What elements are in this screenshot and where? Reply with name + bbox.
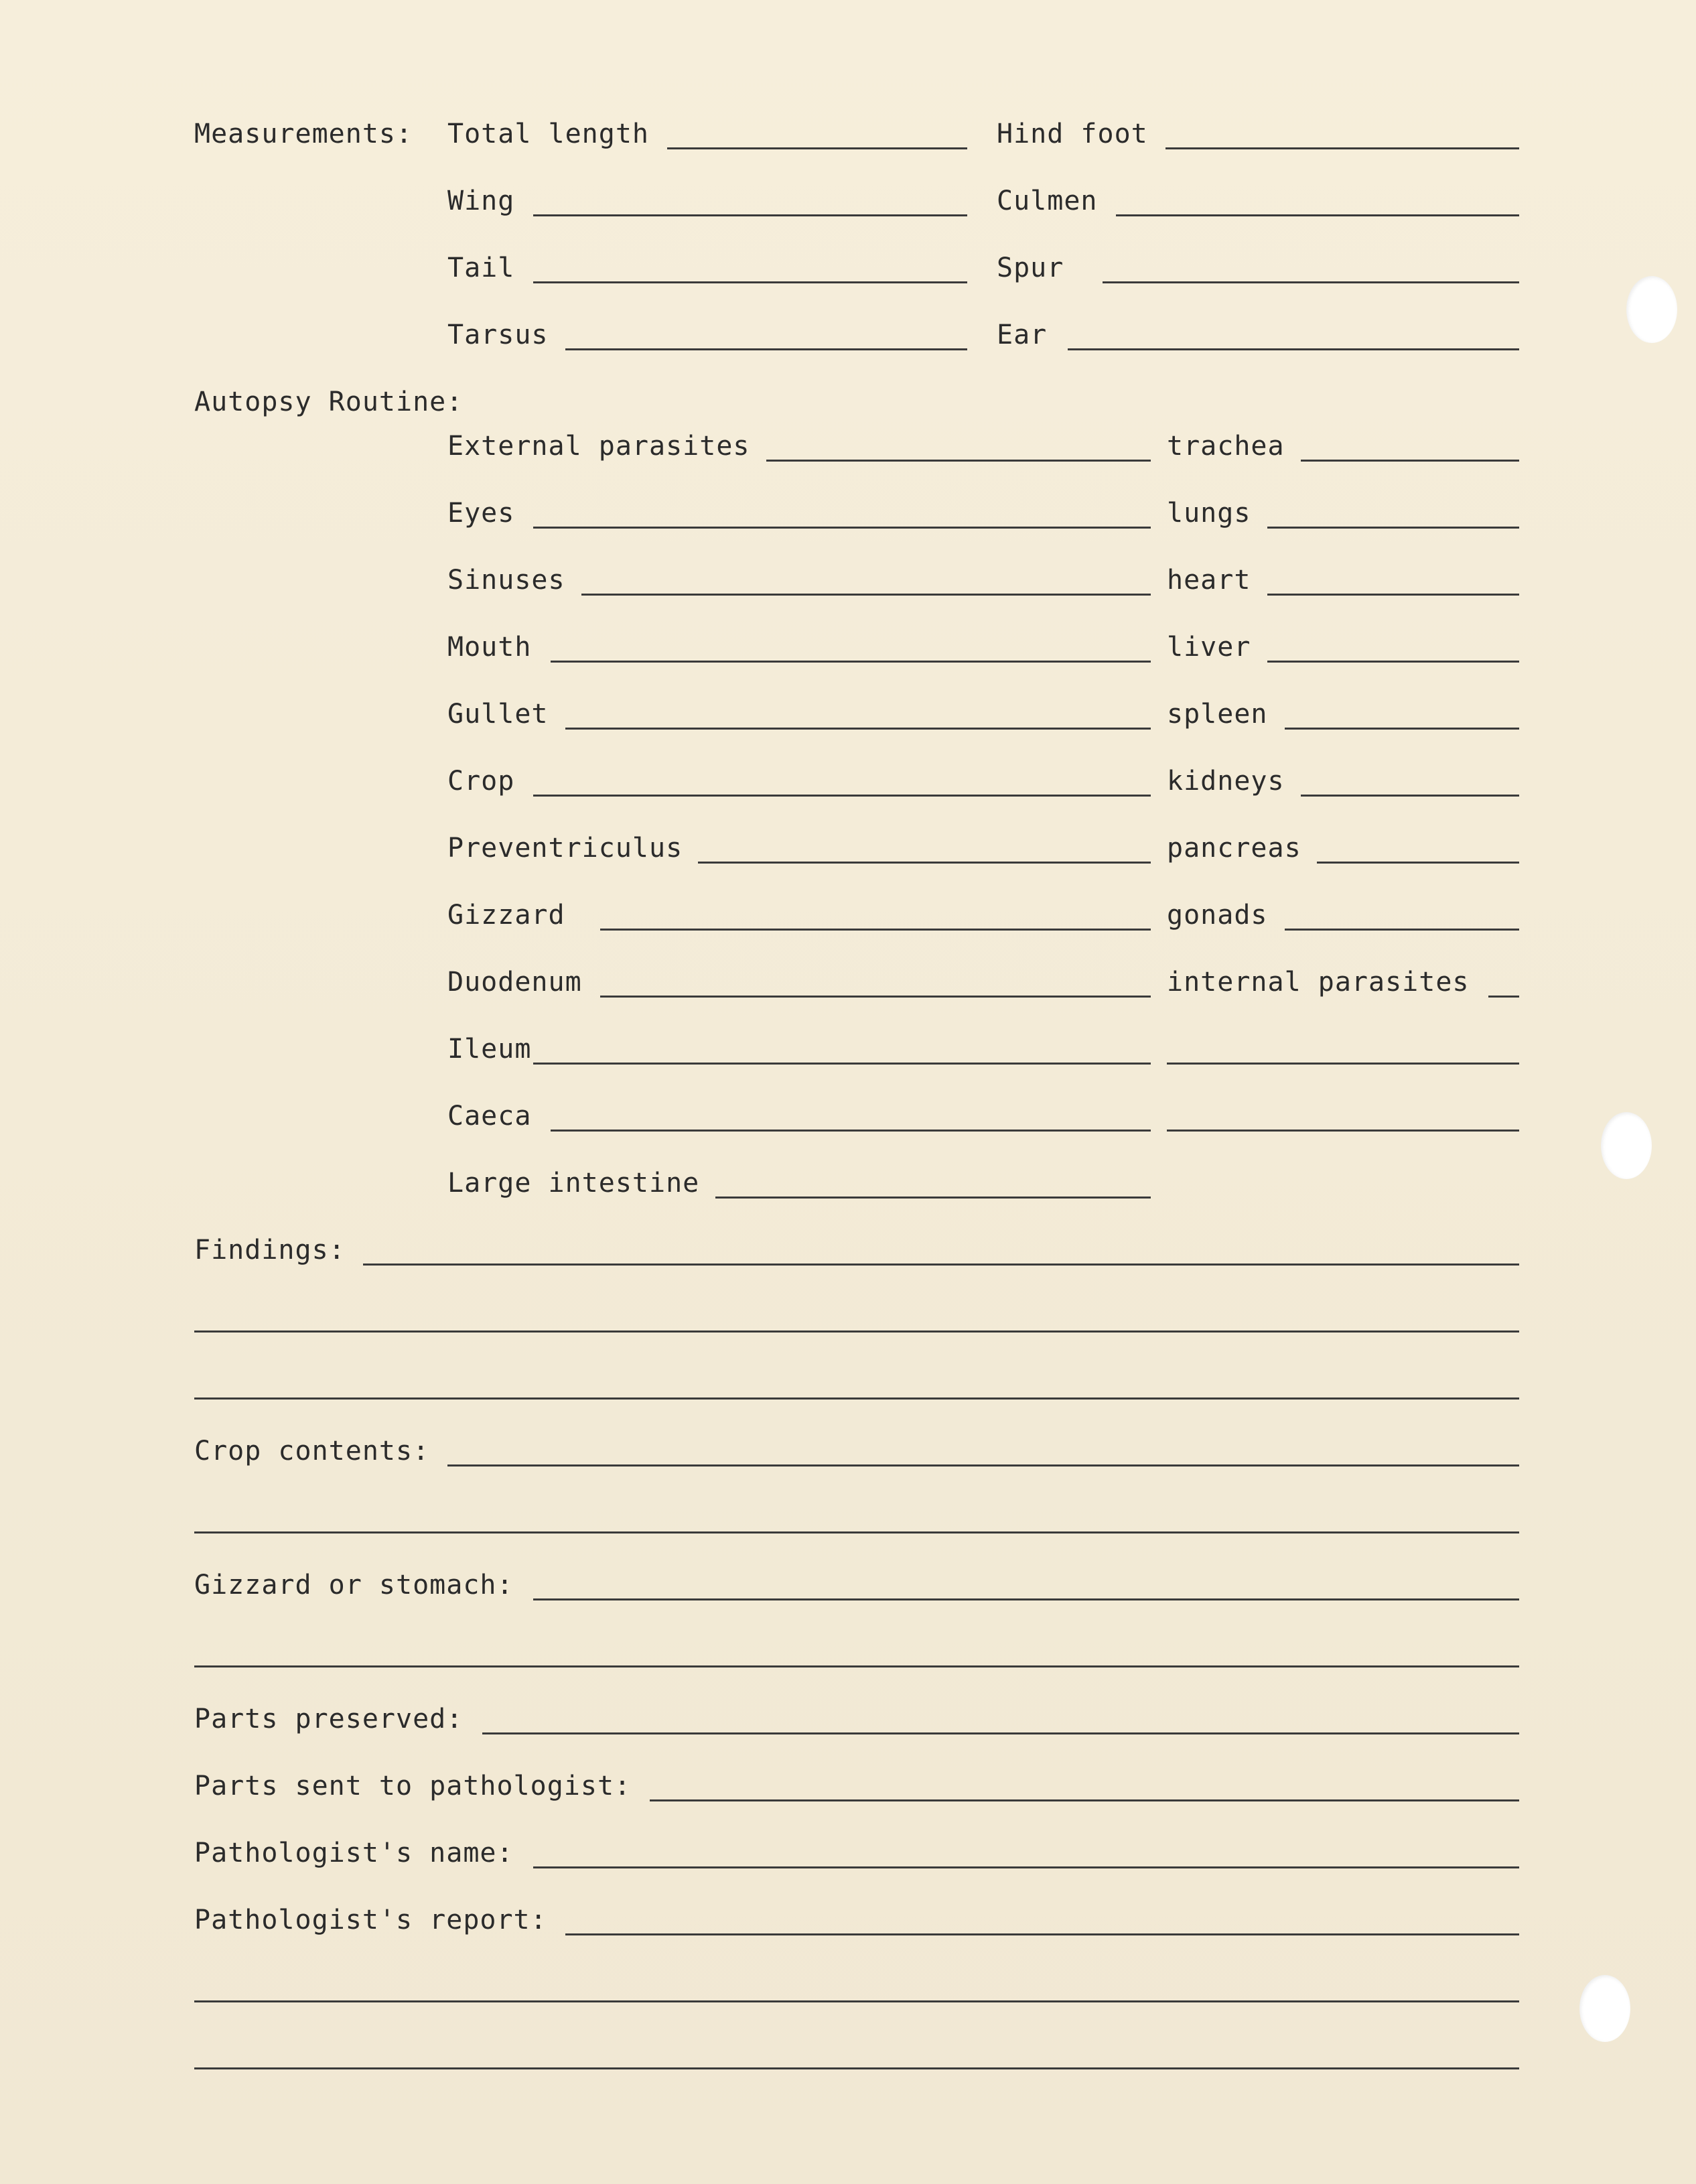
- crop-field[interactable]: [533, 795, 1151, 797]
- findings-field-3[interactable]: [194, 1397, 1519, 1400]
- binder-hole-top: [1626, 276, 1677, 343]
- gullet-field[interactable]: [565, 728, 1151, 730]
- pathologist-report-label: Pathologist's report:: [194, 1905, 547, 1935]
- autopsy-routine-label: Autopsy Routine:: [194, 387, 464, 417]
- large-intestine-label: Large intestine: [447, 1168, 700, 1199]
- heart-field[interactable]: [1267, 594, 1519, 596]
- sinuses-label: Sinuses: [447, 565, 565, 596]
- gullet-label: Gullet: [447, 699, 549, 730]
- spur-field[interactable]: [1103, 281, 1519, 283]
- gizzard-stomach-label: Gizzard or stomach:: [194, 1570, 514, 1600]
- trachea-label: trachea: [1167, 431, 1285, 462]
- preventriculus-field[interactable]: [698, 862, 1151, 864]
- kidneys-label: kidneys: [1167, 766, 1285, 797]
- parts-preserved-field[interactable]: [482, 1732, 1519, 1734]
- mouth-field[interactable]: [551, 661, 1151, 663]
- trachea-field[interactable]: [1301, 460, 1519, 462]
- eyes-label: Eyes: [447, 498, 515, 529]
- large-intestine-field[interactable]: [715, 1197, 1151, 1199]
- ear-label: Ear: [997, 320, 1048, 350]
- crop-contents-field-2[interactable]: [194, 1531, 1519, 1533]
- gonads-label: gonads: [1167, 900, 1268, 931]
- spur-label: Spur: [997, 253, 1064, 283]
- liver-label: liver: [1167, 632, 1251, 663]
- lungs-field[interactable]: [1267, 527, 1519, 529]
- gizzard-label: Gizzard: [447, 900, 565, 931]
- parts-sent-field[interactable]: [650, 1799, 1519, 1801]
- pancreas-field[interactable]: [1317, 862, 1519, 864]
- ileum-field[interactable]: [533, 1063, 1151, 1065]
- hind-foot-field[interactable]: [1165, 147, 1519, 149]
- total-length-label: Total length: [447, 119, 649, 149]
- tarsus-field[interactable]: [565, 348, 967, 350]
- preventriculus-label: Preventriculus: [447, 833, 683, 864]
- culmen-field[interactable]: [1116, 214, 1519, 216]
- findings-field-1[interactable]: [363, 1264, 1519, 1266]
- wing-field[interactable]: [533, 214, 967, 216]
- pancreas-label: pancreas: [1167, 833, 1301, 864]
- liver-field[interactable]: [1267, 661, 1519, 663]
- hind-foot-label: Hind foot: [997, 119, 1148, 149]
- mouth-label: Mouth: [447, 632, 532, 663]
- wing-label: Wing: [447, 186, 515, 216]
- ileum-label: Ileum: [447, 1034, 532, 1065]
- gizzard-stomach-field-1[interactable]: [533, 1598, 1519, 1600]
- internal-parasites-field[interactable]: [1488, 996, 1519, 998]
- caeca-field[interactable]: [551, 1130, 1151, 1132]
- pathologist-report-field-3[interactable]: [194, 2067, 1519, 2069]
- duodenum-field[interactable]: [600, 996, 1151, 998]
- extra-field-right-2[interactable]: [1167, 1130, 1519, 1132]
- gizzard-field[interactable]: [600, 929, 1151, 931]
- tarsus-label: Tarsus: [447, 320, 549, 350]
- pathologist-name-label: Pathologist's name:: [194, 1838, 514, 1868]
- pathologist-report-field-1[interactable]: [565, 1933, 1519, 1935]
- tail-field[interactable]: [533, 281, 967, 283]
- measurements-label: Measurements:: [194, 119, 413, 149]
- spleen-field[interactable]: [1285, 728, 1519, 730]
- eyes-field[interactable]: [533, 527, 1151, 529]
- findings-label: Findings:: [194, 1235, 346, 1266]
- parts-sent-label: Parts sent to pathologist:: [194, 1771, 632, 1801]
- crop-label: Crop: [447, 766, 515, 797]
- internal-parasites-label: internal parasites: [1167, 967, 1470, 998]
- pathologist-name-field[interactable]: [533, 1866, 1519, 1868]
- crop-contents-label: Crop contents:: [194, 1436, 430, 1466]
- pathologist-report-field-2[interactable]: [194, 2000, 1519, 2002]
- tail-label: Tail: [447, 253, 515, 283]
- duodenum-label: Duodenum: [447, 967, 582, 998]
- culmen-label: Culmen: [997, 186, 1098, 216]
- binder-hole-middle: [1601, 1112, 1652, 1179]
- kidneys-field[interactable]: [1301, 795, 1519, 797]
- parts-preserved-label: Parts preserved:: [194, 1704, 464, 1734]
- gizzard-stomach-field-2[interactable]: [194, 1665, 1519, 1667]
- binder-hole-bottom: [1579, 1975, 1630, 2042]
- external-parasites-label: External parasites: [447, 431, 750, 462]
- gonads-field[interactable]: [1285, 929, 1519, 931]
- ear-field[interactable]: [1068, 348, 1519, 350]
- external-parasites-field[interactable]: [766, 460, 1151, 462]
- sinuses-field[interactable]: [581, 594, 1151, 596]
- crop-contents-field-1[interactable]: [447, 1464, 1519, 1466]
- findings-field-2[interactable]: [194, 1330, 1519, 1333]
- spleen-label: spleen: [1167, 699, 1268, 730]
- total-length-field[interactable]: [667, 147, 967, 149]
- lungs-label: lungs: [1167, 498, 1251, 529]
- heart-label: heart: [1167, 565, 1251, 596]
- caeca-label: Caeca: [447, 1101, 532, 1132]
- extra-field-right-1[interactable]: [1167, 1063, 1519, 1065]
